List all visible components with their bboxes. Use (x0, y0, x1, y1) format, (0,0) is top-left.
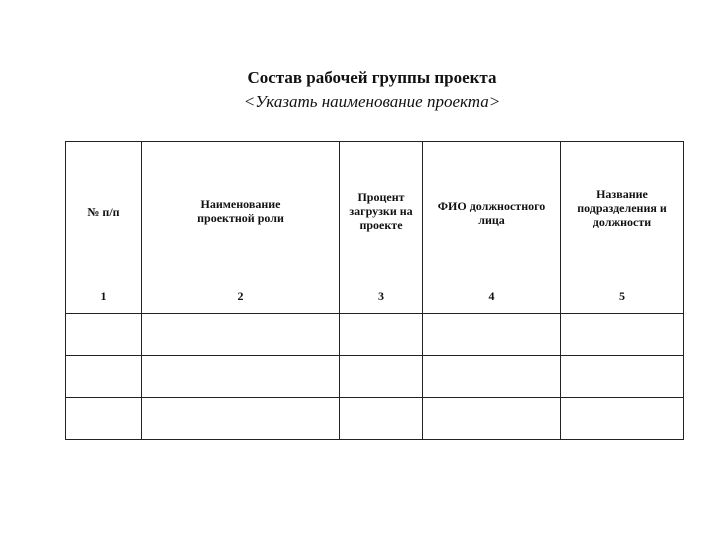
header-cell-role (142, 142, 340, 314)
column-number: 2 (237, 289, 244, 303)
table-cell[interactable] (142, 398, 340, 440)
table-cell[interactable] (340, 398, 423, 440)
header-cell-load (340, 142, 423, 314)
header-cell-department (561, 142, 684, 314)
column-header: Наименование проектной роли (197, 197, 284, 225)
project-team-table (65, 141, 684, 440)
table-cell[interactable] (66, 356, 142, 398)
column-number: 3 (378, 289, 384, 303)
header-cell-person (423, 142, 561, 314)
table-row (66, 314, 684, 356)
table-cell[interactable] (142, 314, 340, 356)
column-number: 4 (488, 289, 495, 303)
table-cell[interactable] (423, 356, 561, 398)
table-row (66, 398, 684, 440)
header-cell-number (66, 142, 142, 314)
table-cell[interactable] (142, 356, 340, 398)
document-title: Состав рабочей группы проекта (247, 68, 497, 87)
table-cell[interactable] (423, 314, 561, 356)
column-number: 1 (100, 289, 107, 303)
table-row (66, 356, 684, 398)
table-cell[interactable] (561, 356, 684, 398)
project-name-placeholder: <Указать наименование проекта> (243, 92, 501, 111)
table-cell[interactable] (561, 398, 684, 440)
table-cell[interactable] (423, 398, 561, 440)
table-cell[interactable] (561, 314, 684, 356)
table-cell[interactable] (66, 398, 142, 440)
column-number: 5 (619, 289, 625, 303)
table-cell[interactable] (66, 314, 142, 356)
column-header: Название подразделения и должности (577, 187, 667, 229)
table-cell[interactable] (340, 356, 423, 398)
table-header-row (66, 142, 684, 314)
column-header: Процент загрузки на проекте (349, 190, 413, 232)
table-cell[interactable] (340, 314, 423, 356)
column-header: № п/п (87, 205, 120, 219)
column-header: ФИО должностного лица (437, 199, 546, 227)
